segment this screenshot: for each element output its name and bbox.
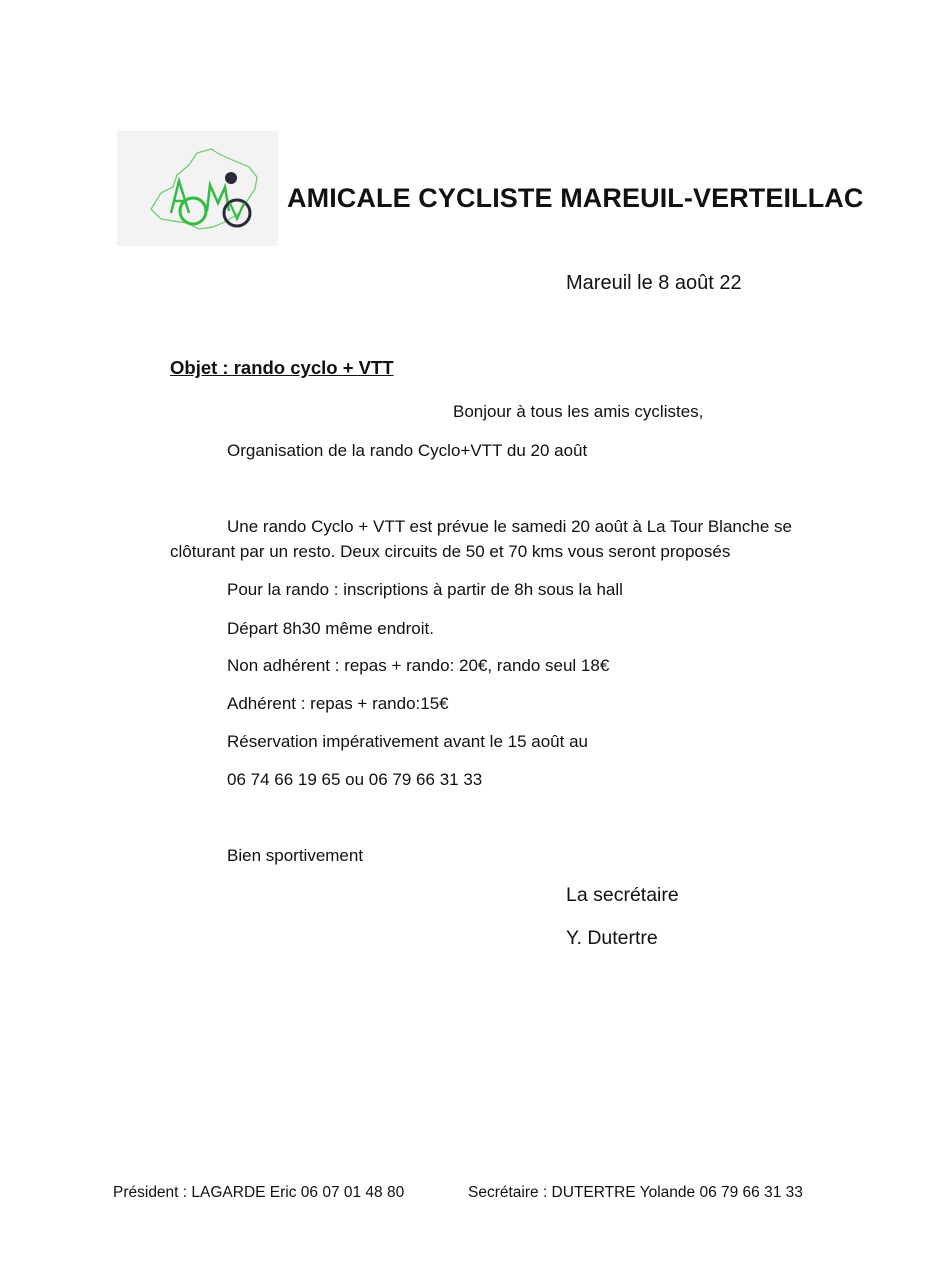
body-line-1: Une rando Cyclo + VTT est prévue le samedi 20 août à La Tour Blanche se — [227, 517, 792, 536]
intro-line: Organisation de la rando Cyclo+VTT du 20 août — [227, 441, 588, 460]
club-logo — [117, 131, 278, 246]
registration-info: Pour la rando : inscriptions à partir de 8h sous la hall — [227, 580, 623, 599]
departure-info: Départ 8h30 même endroit. — [227, 619, 434, 638]
signature-name: Y. Dutertre — [566, 927, 658, 949]
reservation-phones: 06 74 66 19 65 ou 06 79 66 31 33 — [227, 770, 483, 789]
footer-president: Président : LAGARDE Eric 06 07 01 48 80 — [113, 1184, 405, 1201]
greeting: Bonjour à tous les amis cyclistes, — [453, 402, 704, 421]
reservation-info: Réservation impérativement avant le 15 août au — [227, 732, 588, 751]
closing: Bien sportivement — [227, 846, 364, 865]
cyclist-map-logo-icon — [117, 131, 278, 246]
body-line-2: clôturant par un resto. Deux circuits de 50 et 70 kms vous seront proposés — [170, 542, 731, 561]
price-non-member: Non adhérent : repas + rando: 20€, rando seul 18€ — [227, 656, 610, 675]
signature-role: La secrétaire — [566, 884, 679, 906]
price-member: Adhérent : repas + rando:15€ — [227, 694, 449, 713]
letter-date: Mareuil le 8 août 22 — [566, 272, 742, 294]
organization-title: AMICALE CYCLISTE MAREUIL-VERTEILLAC — [287, 183, 864, 213]
letter-subject: Objet : rando cyclo + VTT — [170, 357, 394, 378]
footer-secretary: Secrétaire : DUTERTRE Yolande 06 79 66 31 33 — [468, 1184, 803, 1201]
